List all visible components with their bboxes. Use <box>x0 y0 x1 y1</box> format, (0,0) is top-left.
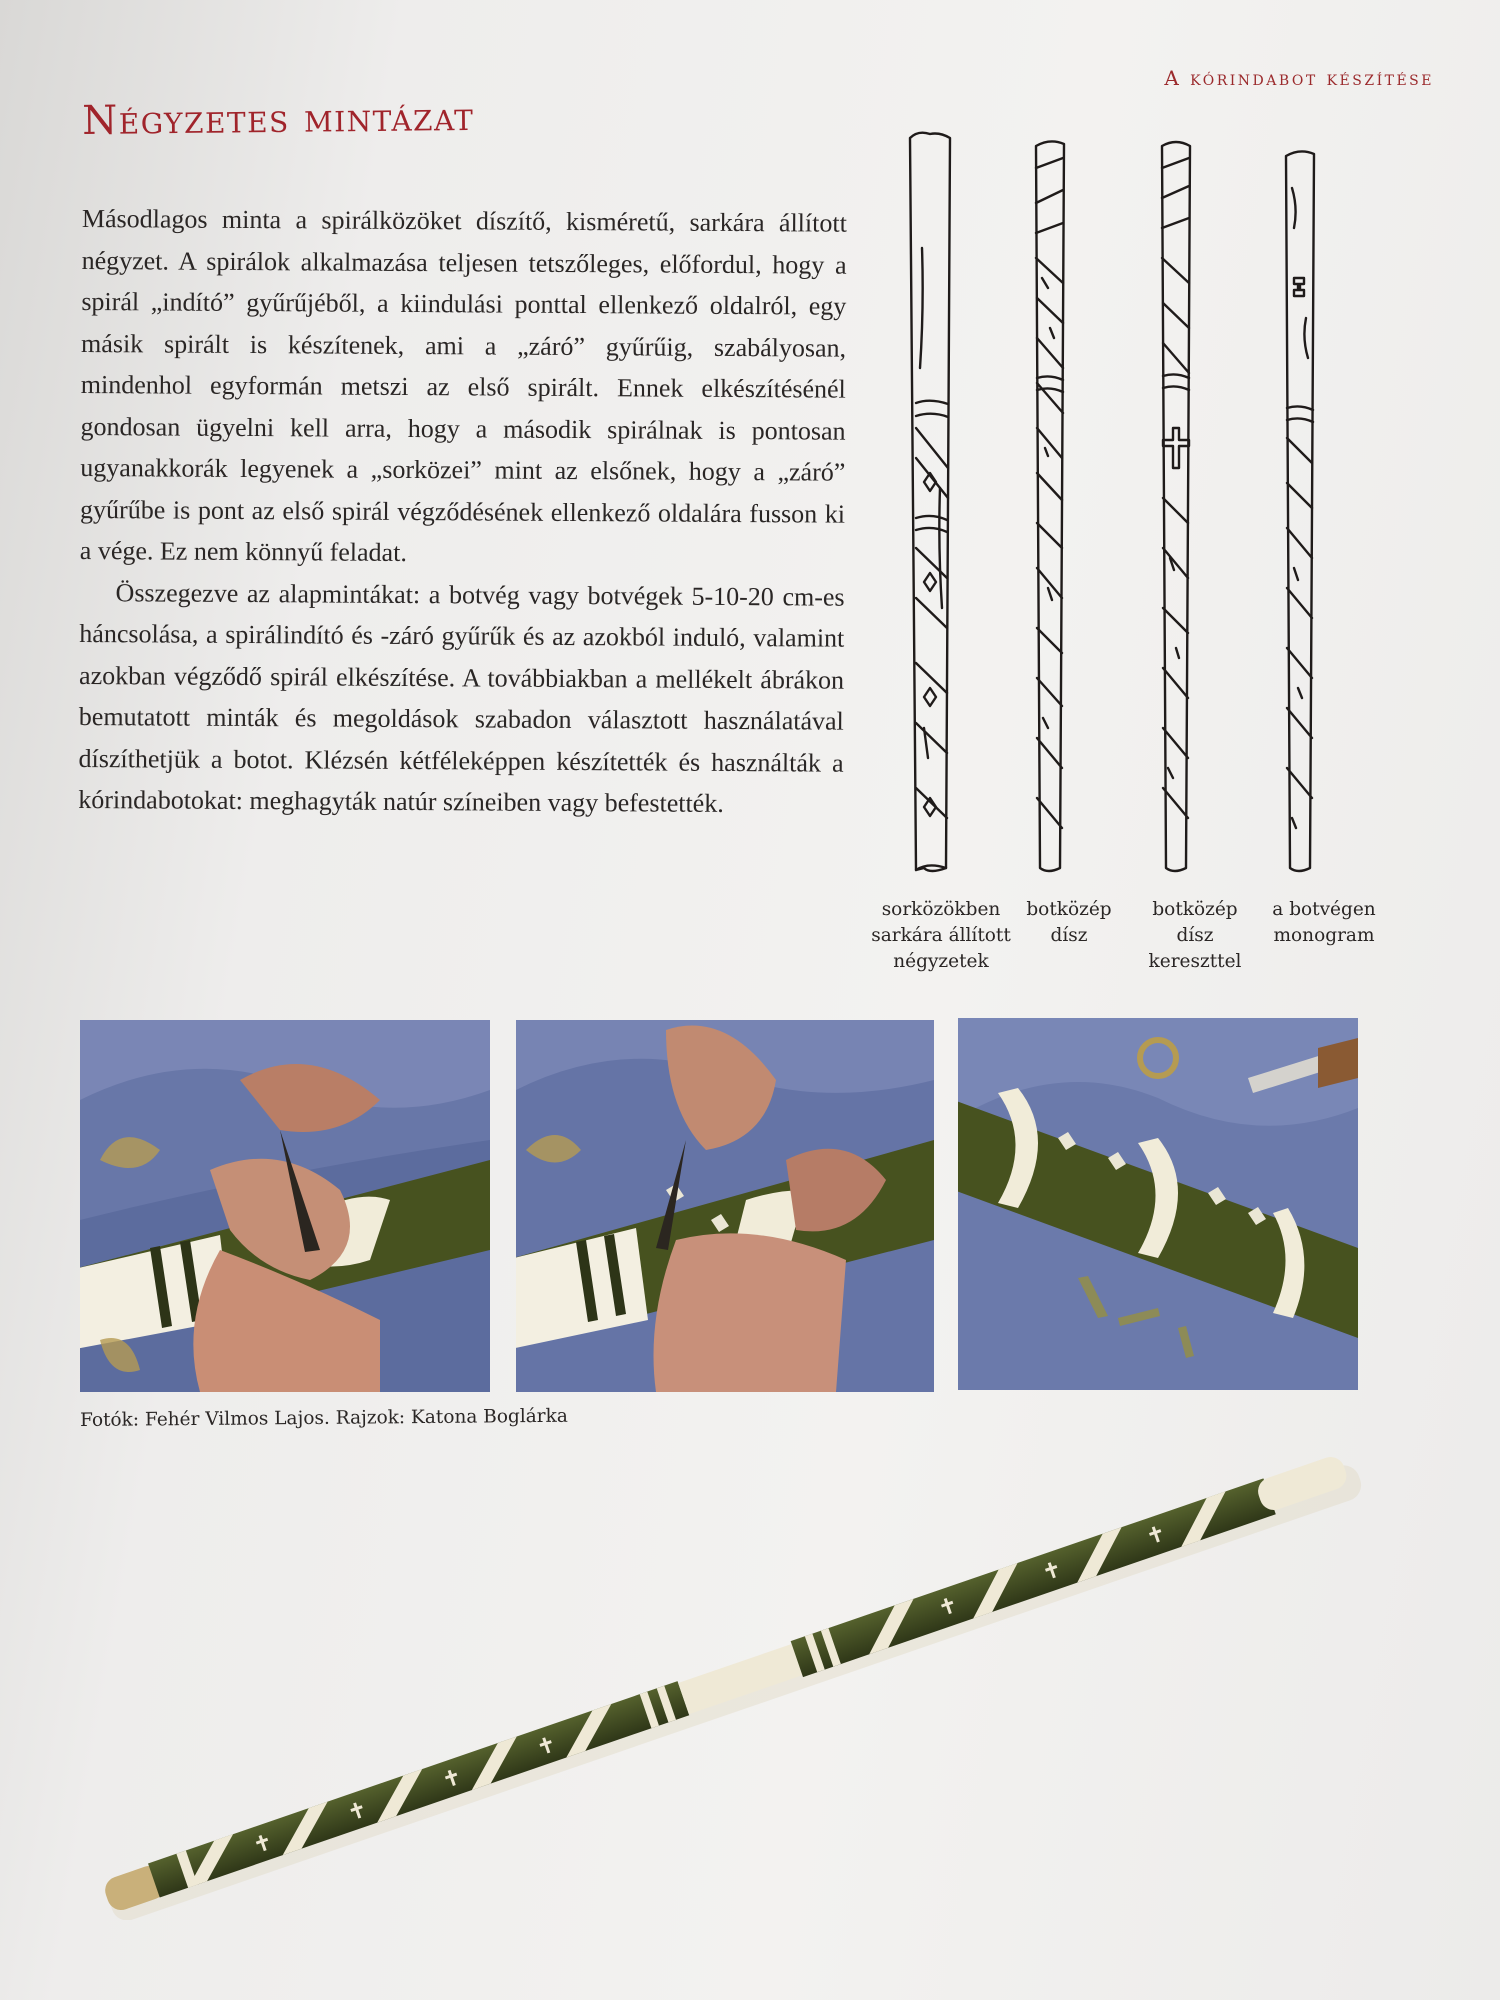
drawing-stick-monogram <box>1286 151 1314 871</box>
stick-drawings <box>880 128 1440 888</box>
drawing-stick-cross <box>1162 142 1190 871</box>
running-head: A kórindabot készítése <box>1164 66 1434 90</box>
photo-credits: Fotók: Fehér Vilmos Lajos. Rajzok: Katona Boglárka <box>80 1405 568 1431</box>
carving-photo-2 <box>516 1020 934 1392</box>
caption-diamonds: sorközökben sarkára állított négyzetek <box>871 899 1011 972</box>
finished-staff-photo <box>60 1440 1400 1920</box>
drawing-stick-middle <box>1036 141 1064 871</box>
carving-photo-1 <box>80 1020 490 1392</box>
caption-cross: botközép dísz kereszttel <box>1148 899 1242 972</box>
paragraph-2: Összegezve az alapmintákat: a botvég vagy botvégek 5-10-20 cm-es háncsolása, a spirálindító és -záró gyűrűk és az azokból induló, valamint azokban végződő spirál elkészítése. A továbbiakban a mellékelt ábrákon bemutatott minták és megoldások szabadon választott használatával díszíthetjük a botot. Klézsén kétféleképpen készítették és használták a kórindabotokat: meghagyták natúr színeiben vagy befestették. <box>78 577 845 818</box>
caption-monogram: a botvégen monogram <box>1272 899 1376 946</box>
drawing-stick-diamonds <box>910 133 950 871</box>
body-text <box>78 198 847 825</box>
carving-photo-3 <box>958 1018 1358 1390</box>
page-title: Négyzetes mintázat <box>82 93 475 144</box>
caption-middle: botközép dísz <box>1026 899 1112 946</box>
paragraph-1: Másodlagos minta a spirálközöket díszítő, kisméretű, sarkára állított négyzet. A spirálok alkalmazása teljesen tetszőleges, előfordul, hogy a spirál „indító” gyűrűjéből, a kiindulási ponttal ellenkező oldalról, egy másik spirált is készítenek, ami a „záró” gyűrűig, szabályosan, mindenhol egyformán metszi az első spirált. Ennek elkészítésénél gondosan ügyelni kell arra, hogy a második spirálnak is pontosan ugyanakkorák legyenek a „sorközei” mint az elsőnek, hogy a „záró” gyűrűbe is pont az első spirál végződésének ellenkező oldalára fusson ki a vége. Ez nem könnyű feladat. <box>79 203 847 567</box>
